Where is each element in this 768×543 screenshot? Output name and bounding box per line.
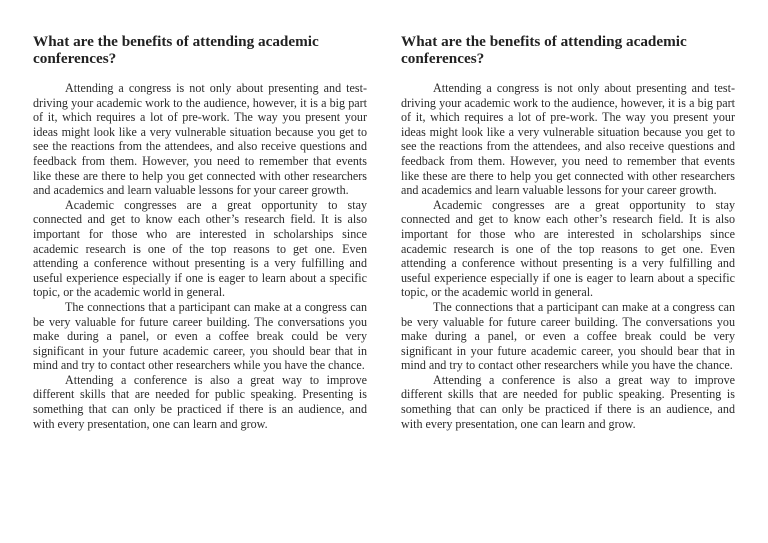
article-paragraph: Academic congresses are a great opportunity to stay connected and get to know each other’s research field. It is also important for those who are interested in scholarships since academic research is one of the top reasons to get one. Even attending a conference without presenting is a very fulfilling and useful experience especially if one is eager to learn about a specific topic, or the academic world in general. bbox=[33, 197, 367, 300]
article-paragraph: Attending a conference is also a great way to improve different skills that are needed for public speaking. Presenting is something that can only be practiced if there is an audience, and with every presentation, one can learn and grow. bbox=[401, 372, 735, 431]
article-paragraph: The connections that a participant can make at a congress can be very valuable for future career building. The conversations you make during a panel, or even a coffee break could be very significant in your future academic career, you should bear that in mind and try to contact other researchers while you have the chance. bbox=[401, 299, 735, 373]
article-paragraph: Academic congresses are a great opportunity to stay connected and get to know each other’s research field. It is also important for those who are interested in scholarships since academic research is one of the top reasons to get one. Even attending a conference without presenting is a very fulfilling and useful experience especially if one is eager to learn about a specific topic, or the academic world in general. bbox=[401, 197, 735, 300]
article-column-left bbox=[33, 33, 367, 431]
article-title: What are the benefits of attending academic conferences? bbox=[33, 33, 319, 67]
article-paragraph: Attending a congress is not only about presenting and test-driving your academic work to the audience, however, it is a big part of it, which requires a lot of pre-work. The way you present your ideas might look like a very vulnerable situation because you get to see the reactions from the attendees, and also receive questions and feedback from them. However, you need to remember that events like these are there to help you get connected with other researchers and academics and learn valuable lessons for your career growth. bbox=[401, 81, 735, 198]
article-title-duplicate: What are the benefits of attending academic conferences? bbox=[401, 33, 687, 67]
article-paragraph: Attending a congress is not only about presenting and test-driving your academic work to the audience, however, it is a big part of it, which requires a lot of pre-work. The way you present your ideas might look like a very vulnerable situation because you get to see the reactions from the attendees, and also receive questions and feedback from them. However, you need to remember that events like these are there to help you get connected with other researchers and academics and learn valuable lessons for your career growth. bbox=[33, 81, 367, 198]
article-paragraph: The connections that a participant can make at a congress can be very valuable for future career building. The conversations you make during a panel, or even a coffee break could be very significant in your future academic career, you should bear that in mind and try to contact other researchers while you have the chance. bbox=[33, 299, 367, 373]
article-paragraph: Attending a conference is also a great way to improve different skills that are needed for public speaking. Presenting is something that can only be practiced if there is an audience, and with every presentation, one can learn and grow. bbox=[33, 372, 367, 431]
article-column-right bbox=[401, 33, 735, 431]
